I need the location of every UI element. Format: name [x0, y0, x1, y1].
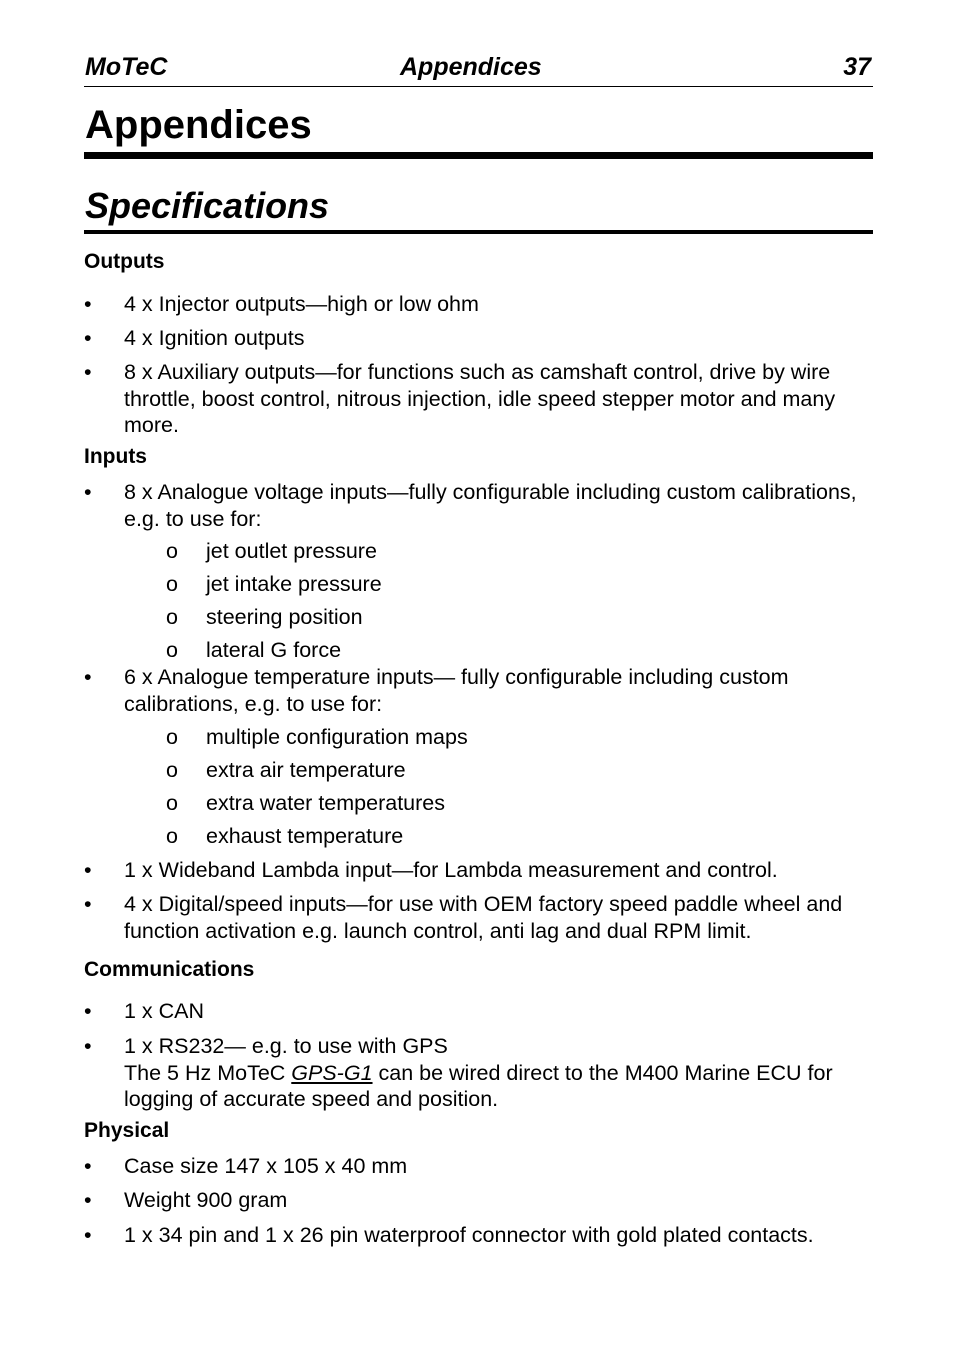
bullet: •	[84, 1034, 92, 1058]
sub-bullet: o	[166, 791, 178, 815]
gps-text-post: can be wired direct to the M400 Marine ECU for logging of accurate speed and position.	[124, 1060, 833, 1111]
running-header	[84, 52, 873, 87]
bullet: •	[84, 858, 92, 882]
outputs-heading: Outputs	[84, 250, 165, 273]
sub-bullet: o	[166, 539, 178, 563]
header-brand: MoTeC	[85, 53, 168, 81]
sub-bullet: o	[166, 605, 178, 629]
bullet: •	[84, 292, 92, 316]
bullet: •	[84, 1223, 92, 1247]
bullet: •	[84, 480, 92, 504]
bullet: •	[84, 665, 92, 689]
section-title: Specifications	[84, 184, 873, 234]
communications-heading: Communications	[84, 958, 255, 981]
sub-bullet: o	[166, 572, 178, 596]
sub-bullet: o	[166, 758, 178, 782]
bullet: •	[84, 1154, 92, 1178]
gps-g1-link[interactable]: GPS-G1	[291, 1060, 373, 1085]
bullet: •	[84, 1188, 92, 1212]
rs232-text: 1 x RS232— e.g. to use with GPS	[124, 1034, 448, 1058]
bullet: •	[84, 360, 92, 384]
sub-bullet: o	[166, 638, 178, 662]
gps-text-pre: The 5 Hz MoTeC	[124, 1060, 292, 1085]
bullet: •	[84, 326, 92, 350]
bullet: •	[84, 892, 92, 916]
sub-bullet: o	[166, 725, 178, 749]
header-chapter: Appendices	[400, 53, 542, 81]
sub-bullet: o	[166, 824, 178, 848]
bullet: •	[84, 999, 92, 1023]
inputs-heading: Inputs	[84, 445, 147, 468]
chapter-title: Appendices	[84, 100, 873, 159]
header-page-number: 37	[843, 53, 871, 81]
physical-heading: Physical	[84, 1119, 170, 1142]
